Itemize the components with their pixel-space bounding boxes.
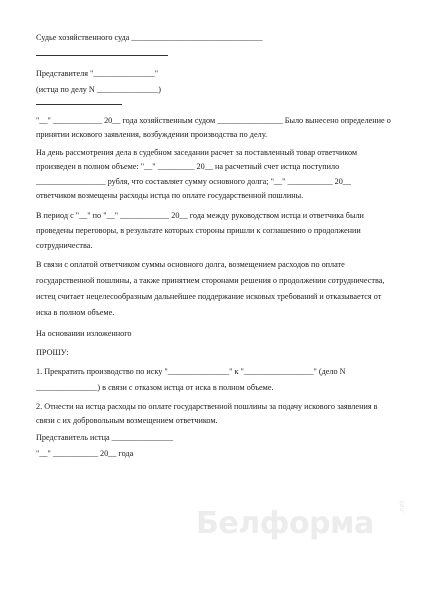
paragraph-line: На основании изложенного [36, 329, 132, 338]
signature-line: Представитель истца _______________ [36, 433, 174, 442]
paragraph-line: В период с "__" по "__" ____________ 20__ года между руководством истца и ответчика были [36, 211, 364, 220]
paragraph-line: сотрудничества. [36, 241, 93, 250]
paragraph-line: истец считает нецелесообразным дальнейшее поддержание исковых требований и отказывается от [36, 292, 382, 301]
request-item-1-cont: _______________) в связи с отказом истца от иска в полном объеме. [36, 383, 274, 392]
request-item-2-cont: связи с их добровольным возмещением ответчиком. [36, 416, 218, 425]
paragraph-line: государственной пошлины, а также принятием сторонами решения о продолжении сотрудничества, [36, 276, 385, 285]
plaintiff-case-line: (истца по делу N _______________) [36, 85, 162, 94]
paragraph-line: принятии искового заявления, возбуждении производства по делу. [36, 130, 268, 139]
addressee-line: Судье хозяйственного суда ________________________________ [36, 33, 263, 42]
paragraph-line: ответчиком возмещены расходы истца по оплате государственной пошлины. [36, 191, 304, 200]
request-item-1: 1. Прекратить производство по иску "_______________" к "_________________" (дело N [36, 367, 346, 376]
paragraph-line: На день рассмотрения дела в судебном заседании расчет за поставленный товар ответчиком [36, 148, 358, 157]
representative-line: Представителя "_______________" [36, 69, 159, 78]
paragraph-line: В связи с оплатой ответчиком суммы основного долга, возмещением расходов по оплате [36, 260, 345, 269]
watermark-domain: .net [398, 500, 406, 514]
separator-rule [36, 104, 122, 105]
request-heading: ПРОШУ: [36, 348, 69, 357]
watermark-logo: Белформа [196, 506, 374, 541]
paragraph-line: _________________ рубля, что составляет сумму основного долга; "__" ___________ 20__ [36, 177, 351, 186]
paragraph-line: проведены переговоры, в результате которых стороны пришли к соглашению о продолжении [36, 226, 361, 235]
paragraph-line: произведен в полном объеме: "__" _________ 20__ на расчетный счет истца поступило [36, 162, 340, 171]
paragraph-line: иска в полном объеме. [36, 308, 115, 317]
date-line: "__" ___________ 20__ года [36, 449, 134, 458]
separator-rule [36, 55, 168, 56]
request-item-2: 2. Отнести на истца расходы по оплате государственной пошлины за подачу искового заявления в [36, 402, 378, 411]
paragraph-line: "__" ____________ 20__ года хозяйственным судом ________________ Было вынесено определение о [36, 116, 391, 125]
